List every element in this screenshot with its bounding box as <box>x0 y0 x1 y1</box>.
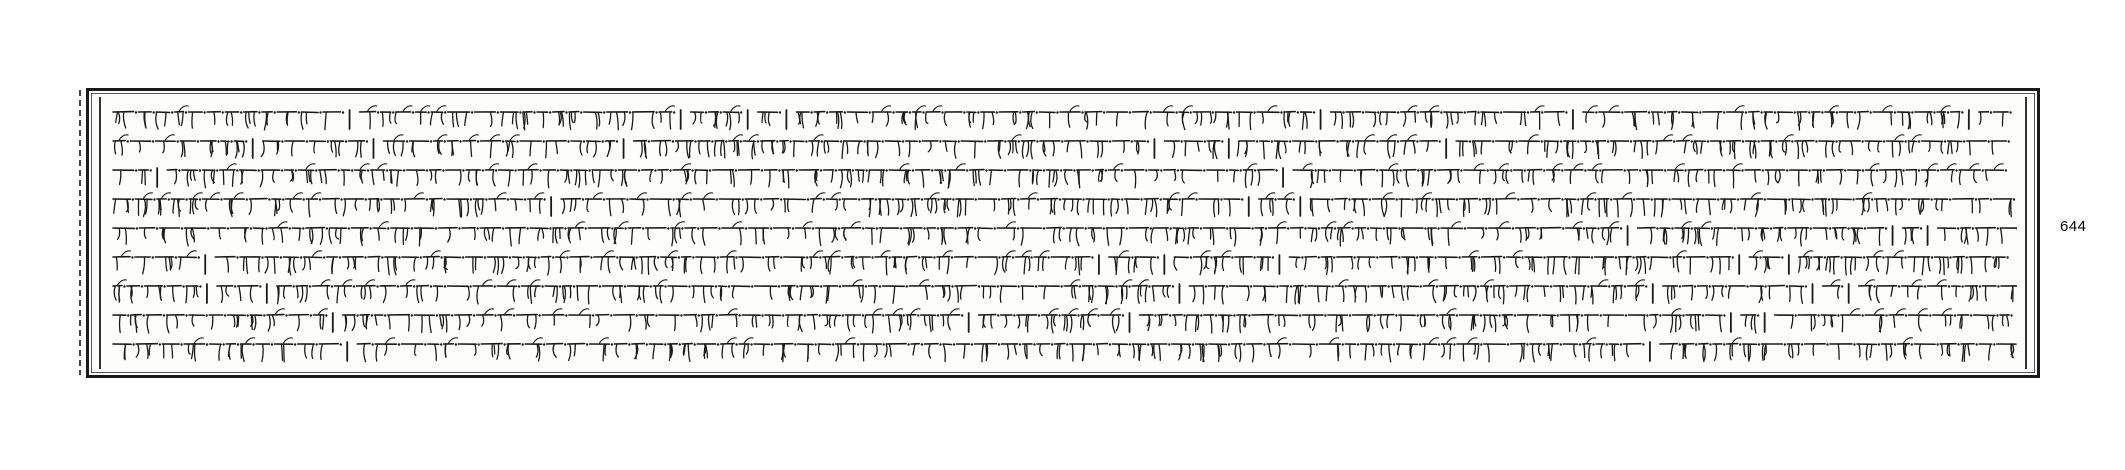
tibetan-script-line-image <box>109 277 2017 305</box>
folio-text-area <box>99 97 2027 369</box>
text-line <box>109 190 2017 219</box>
text-line <box>109 276 2017 305</box>
tibetan-script-line-image <box>109 248 2017 276</box>
tibetan-script-line-image <box>109 306 2017 334</box>
folio-frame <box>86 88 2040 378</box>
text-line <box>109 132 2017 161</box>
text-line <box>109 247 2017 276</box>
text-line <box>109 219 2017 248</box>
tibetan-script-line-image <box>109 219 2017 247</box>
left-margin-mark <box>79 90 81 375</box>
tibetan-script-line-image <box>109 103 2017 131</box>
tibetan-script-line-image <box>109 161 2017 189</box>
text-line <box>109 103 2017 132</box>
text-line <box>109 305 2017 334</box>
tibetan-script-line-image <box>109 132 2017 160</box>
tibetan-script-line-image <box>109 335 2017 363</box>
page-number: 644 <box>2060 218 2087 235</box>
text-lines <box>109 103 2017 363</box>
text-line <box>109 334 2017 363</box>
tibetan-script-line-image <box>109 190 2017 218</box>
text-line <box>109 161 2017 190</box>
